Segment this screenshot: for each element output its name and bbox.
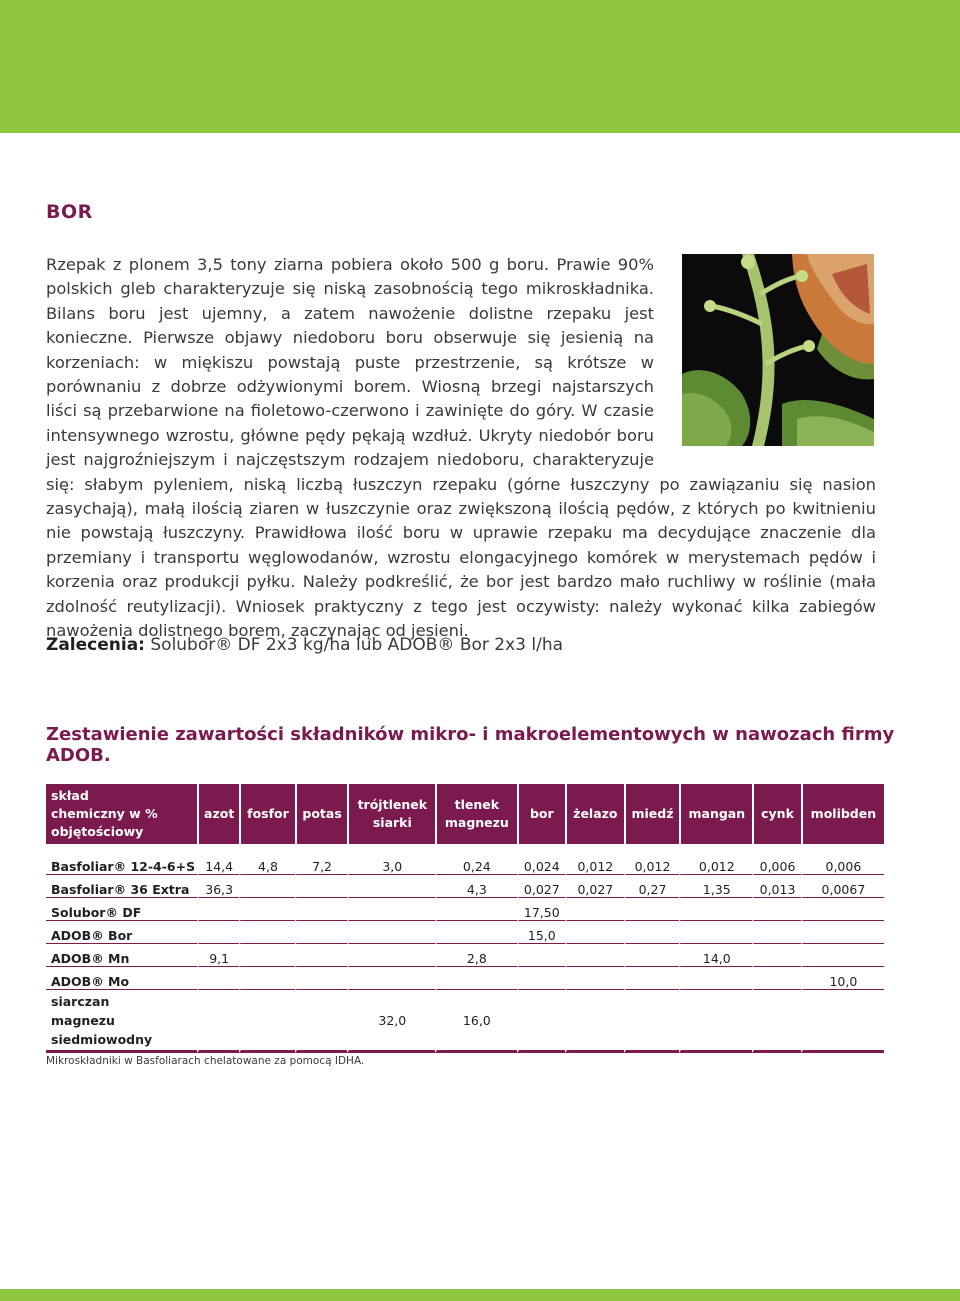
header-line: miedź xyxy=(631,806,674,821)
header-line: żelazo xyxy=(573,806,618,821)
header-line: potas xyxy=(302,806,342,821)
table-cell-value: 0,27 xyxy=(624,875,680,898)
product-name-line: magnezu xyxy=(51,1012,115,1028)
table-cell-value: 0,012 xyxy=(624,844,680,875)
row-product-name xyxy=(46,921,197,944)
header-cell-composition xyxy=(46,784,197,844)
table-cell-value: 0,012 xyxy=(679,844,752,875)
product-name-line: Basfoliar® 12-4-6+S xyxy=(51,859,196,874)
table-cell-value xyxy=(347,875,435,898)
product-name-line: ADOB® Mn xyxy=(51,951,130,966)
table-cell-value xyxy=(752,944,801,967)
header-cell-zelazo xyxy=(565,784,624,844)
header-line: skład xyxy=(51,788,89,803)
table-cell-value xyxy=(517,944,566,967)
table-row xyxy=(46,875,884,898)
table-cell-value: 0,027 xyxy=(517,875,566,898)
table-cell-value xyxy=(752,898,801,921)
product-name-line: siedmiowodny xyxy=(51,1031,153,1047)
table-cell-value xyxy=(197,990,239,1053)
table-cell-value xyxy=(679,898,752,921)
table-cell-value: 10,0 xyxy=(801,967,884,990)
table-row xyxy=(46,844,884,875)
header-line: molibden xyxy=(810,806,877,821)
table-cell-value xyxy=(624,990,680,1053)
table-cell-value xyxy=(565,944,624,967)
product-name-line: ADOB® Mo xyxy=(51,974,130,989)
header-cell-cynk xyxy=(752,784,801,844)
table-cell-value xyxy=(347,921,435,944)
header-line: azot xyxy=(204,806,235,821)
header-cell-miedz xyxy=(624,784,680,844)
table-cell-value: 17,50 xyxy=(517,898,566,921)
product-name-line: Solubor® DF xyxy=(51,905,142,920)
table-cell-value xyxy=(295,898,348,921)
header-cell-tlenek-magnezu xyxy=(435,784,516,844)
table-cell-value: 0,024 xyxy=(517,844,566,875)
header-cell-potas xyxy=(295,784,348,844)
header-line: chemiczny w % xyxy=(51,806,158,821)
product-name-line: ADOB® Bor xyxy=(51,928,133,943)
row-product-name xyxy=(46,944,197,967)
table-cell-value: 0,012 xyxy=(565,844,624,875)
recommendation xyxy=(46,635,563,655)
table-cell-value xyxy=(295,875,348,898)
table-cell-value xyxy=(239,967,294,990)
table-cell-value xyxy=(679,967,752,990)
table-cell-value: 9,1 xyxy=(197,944,239,967)
table-cell-value: 0,006 xyxy=(752,844,801,875)
table-cell-value xyxy=(435,921,516,944)
footnote: Mikroskładniki w Basfoliarach chelatowane za pomocą IDHA. xyxy=(46,1055,365,1067)
table-cell-value xyxy=(624,967,680,990)
row-product-name xyxy=(46,898,197,921)
header-line: cynk xyxy=(761,806,794,821)
photo-space xyxy=(654,253,876,458)
table-cell-value xyxy=(565,990,624,1053)
table-cell-value xyxy=(624,898,680,921)
top-green-band xyxy=(0,0,960,133)
table-cell-value xyxy=(801,921,884,944)
table-row xyxy=(46,898,884,921)
table-cell-value xyxy=(679,990,752,1053)
table-cell-value: 3,0 xyxy=(347,844,435,875)
row-product-name xyxy=(46,990,197,1053)
table-cell-value xyxy=(752,990,801,1053)
table-cell-value: 7,2 xyxy=(295,844,348,875)
table-cell-value xyxy=(239,898,294,921)
recommendation-text: Solubor® DF 2x3 kg/ha lub ADOB® Bor 2x3 l/ha xyxy=(144,635,564,655)
body-paragraph xyxy=(46,253,876,644)
table-cell-value xyxy=(347,967,435,990)
table-cell-value: 14,4 xyxy=(197,844,239,875)
header-cell-azot xyxy=(197,784,239,844)
header-line: bor xyxy=(529,806,554,821)
header-cell-molibden xyxy=(801,784,884,844)
table-cell-value xyxy=(435,898,516,921)
table-cell-value: 0,013 xyxy=(752,875,801,898)
section-heading: BOR xyxy=(46,201,93,223)
product-name-line: Basfoliar® 36 Extra xyxy=(51,882,190,897)
row-product-name xyxy=(46,875,197,898)
table-cell-value xyxy=(239,944,294,967)
table-cell-value xyxy=(517,967,566,990)
table-cell-value xyxy=(752,921,801,944)
table-title: Zestawienie zawartości składników mikro- i makroelementowych w nawozach firmy ADOB. xyxy=(46,724,895,766)
table-cell-value xyxy=(565,921,624,944)
table-cell-value xyxy=(801,898,884,921)
table-cell-value xyxy=(295,990,348,1053)
table-cell-value xyxy=(624,921,680,944)
row-product-name xyxy=(46,844,197,875)
table-cell-value: 4,3 xyxy=(435,875,516,898)
table-header-row xyxy=(46,784,884,844)
header-line: magnezu xyxy=(444,815,509,830)
table-cell-value xyxy=(347,944,435,967)
header-line: siarki xyxy=(372,815,412,830)
table-cell-value xyxy=(517,990,566,1053)
body-text-content: Rzepak z plonem 3,5 tony ziarna pobiera około 500 g boru. Prawie 90% polskich gleb charakteryzuje się niską zasobnością tego mikroskładnika. Bilans boru jest ujemny, a zatem nawożenie dolistne rzepaku jest konieczne. Pierwsze objawy niedoboru boru obserwuje się jesienią na korzeniach: w miękiszu powstają puste przestrzenie, są krótsze w porównaniu z dobrze odżywionymi borem. Wiosną brzegi najstarszych liści są przebarwione na fioletowo-czerwono i zawinięte do góry. W czasie intensywnego wzrostu, główne pędy pękają wzdłuż. Ukryty niedobór boru jest najgroźniejszym i najczęstszym rodzajem niedoboru, charakteryzuje się: słabym pyleniem, niską liczbą łuszczyn rzepaku (górne łuszczyny po zawiązaniu się nasion zasychają), małą ilością ziaren w łuszczynie oraz zwiększoną ilością pędów, z których po kwitnieniu nie powstają łuszczyny. Prawidłowa ilość boru w uprawie rzepaku ma decydujące znaczenie dla przemiany i transportu węglowodanów, wzrostu elongacyjnego komórek w merystemach pędów i korzenia oraz produkcji pyłku. Należy podkreślić, że bor jest bardzo mało ruchliwy w roślinie (mała zdolność reutylizacji). Wniosek praktyczny z tego jest oczywisty: należy wykonać kilka zabiegów nawożenia dolistnego borem, zaczynając od jesieni. xyxy=(46,255,876,641)
table-cell-value: 0,006 xyxy=(801,844,884,875)
header-cell-bor xyxy=(517,784,566,844)
header-line: fosfor xyxy=(247,806,289,821)
table-cell-value xyxy=(565,967,624,990)
header-cell-fosfor xyxy=(239,784,294,844)
table-body xyxy=(46,844,884,1053)
table-row xyxy=(46,921,884,944)
table-cell-value xyxy=(239,990,294,1053)
table-cell-value xyxy=(197,898,239,921)
header-cell-trojtlenek-siarki xyxy=(347,784,435,844)
table-cell-value xyxy=(801,990,884,1053)
table-cell-value: 15,0 xyxy=(517,921,566,944)
table-cell-value: 16,0 xyxy=(435,990,516,1053)
product-name-line: siarczan xyxy=(51,993,110,1009)
nutrient-table xyxy=(46,784,884,1053)
table-cell-value: 0,24 xyxy=(435,844,516,875)
table-cell-value xyxy=(752,967,801,990)
table-cell-value xyxy=(565,898,624,921)
recommendation-label: Zalecenia: xyxy=(46,635,145,655)
table-cell-value: 4,8 xyxy=(239,844,294,875)
table-cell-value xyxy=(624,944,680,967)
table-cell-value xyxy=(295,967,348,990)
table-cell-value xyxy=(197,921,239,944)
table-cell-value: 32,0 xyxy=(347,990,435,1053)
header-line: objętościowy xyxy=(51,824,144,839)
table-row xyxy=(46,967,884,990)
header-cell-mangan xyxy=(679,784,752,844)
table-cell-value xyxy=(239,875,294,898)
table-cell-value xyxy=(197,967,239,990)
table-cell-value: 14,0 xyxy=(679,944,752,967)
header-line: trójtlenek xyxy=(357,797,428,812)
table-cell-value: 36,3 xyxy=(197,875,239,898)
table-cell-value xyxy=(801,944,884,967)
table-row xyxy=(46,944,884,967)
bottom-green-band xyxy=(0,1289,960,1301)
table-cell-value xyxy=(435,967,516,990)
header-line: mangan xyxy=(688,806,746,821)
table-cell-value: 0,027 xyxy=(565,875,624,898)
table-cell-value xyxy=(347,898,435,921)
row-product-name xyxy=(46,967,197,990)
header-line: tlenek xyxy=(454,797,500,812)
table-row xyxy=(46,990,884,1053)
table-cell-value: 0,0067 xyxy=(801,875,884,898)
table-cell-value xyxy=(679,921,752,944)
table-cell-value: 1,35 xyxy=(679,875,752,898)
table-cell-value xyxy=(239,921,294,944)
table-cell-value xyxy=(295,921,348,944)
table-cell-value xyxy=(295,944,348,967)
table-cell-value: 2,8 xyxy=(435,944,516,967)
